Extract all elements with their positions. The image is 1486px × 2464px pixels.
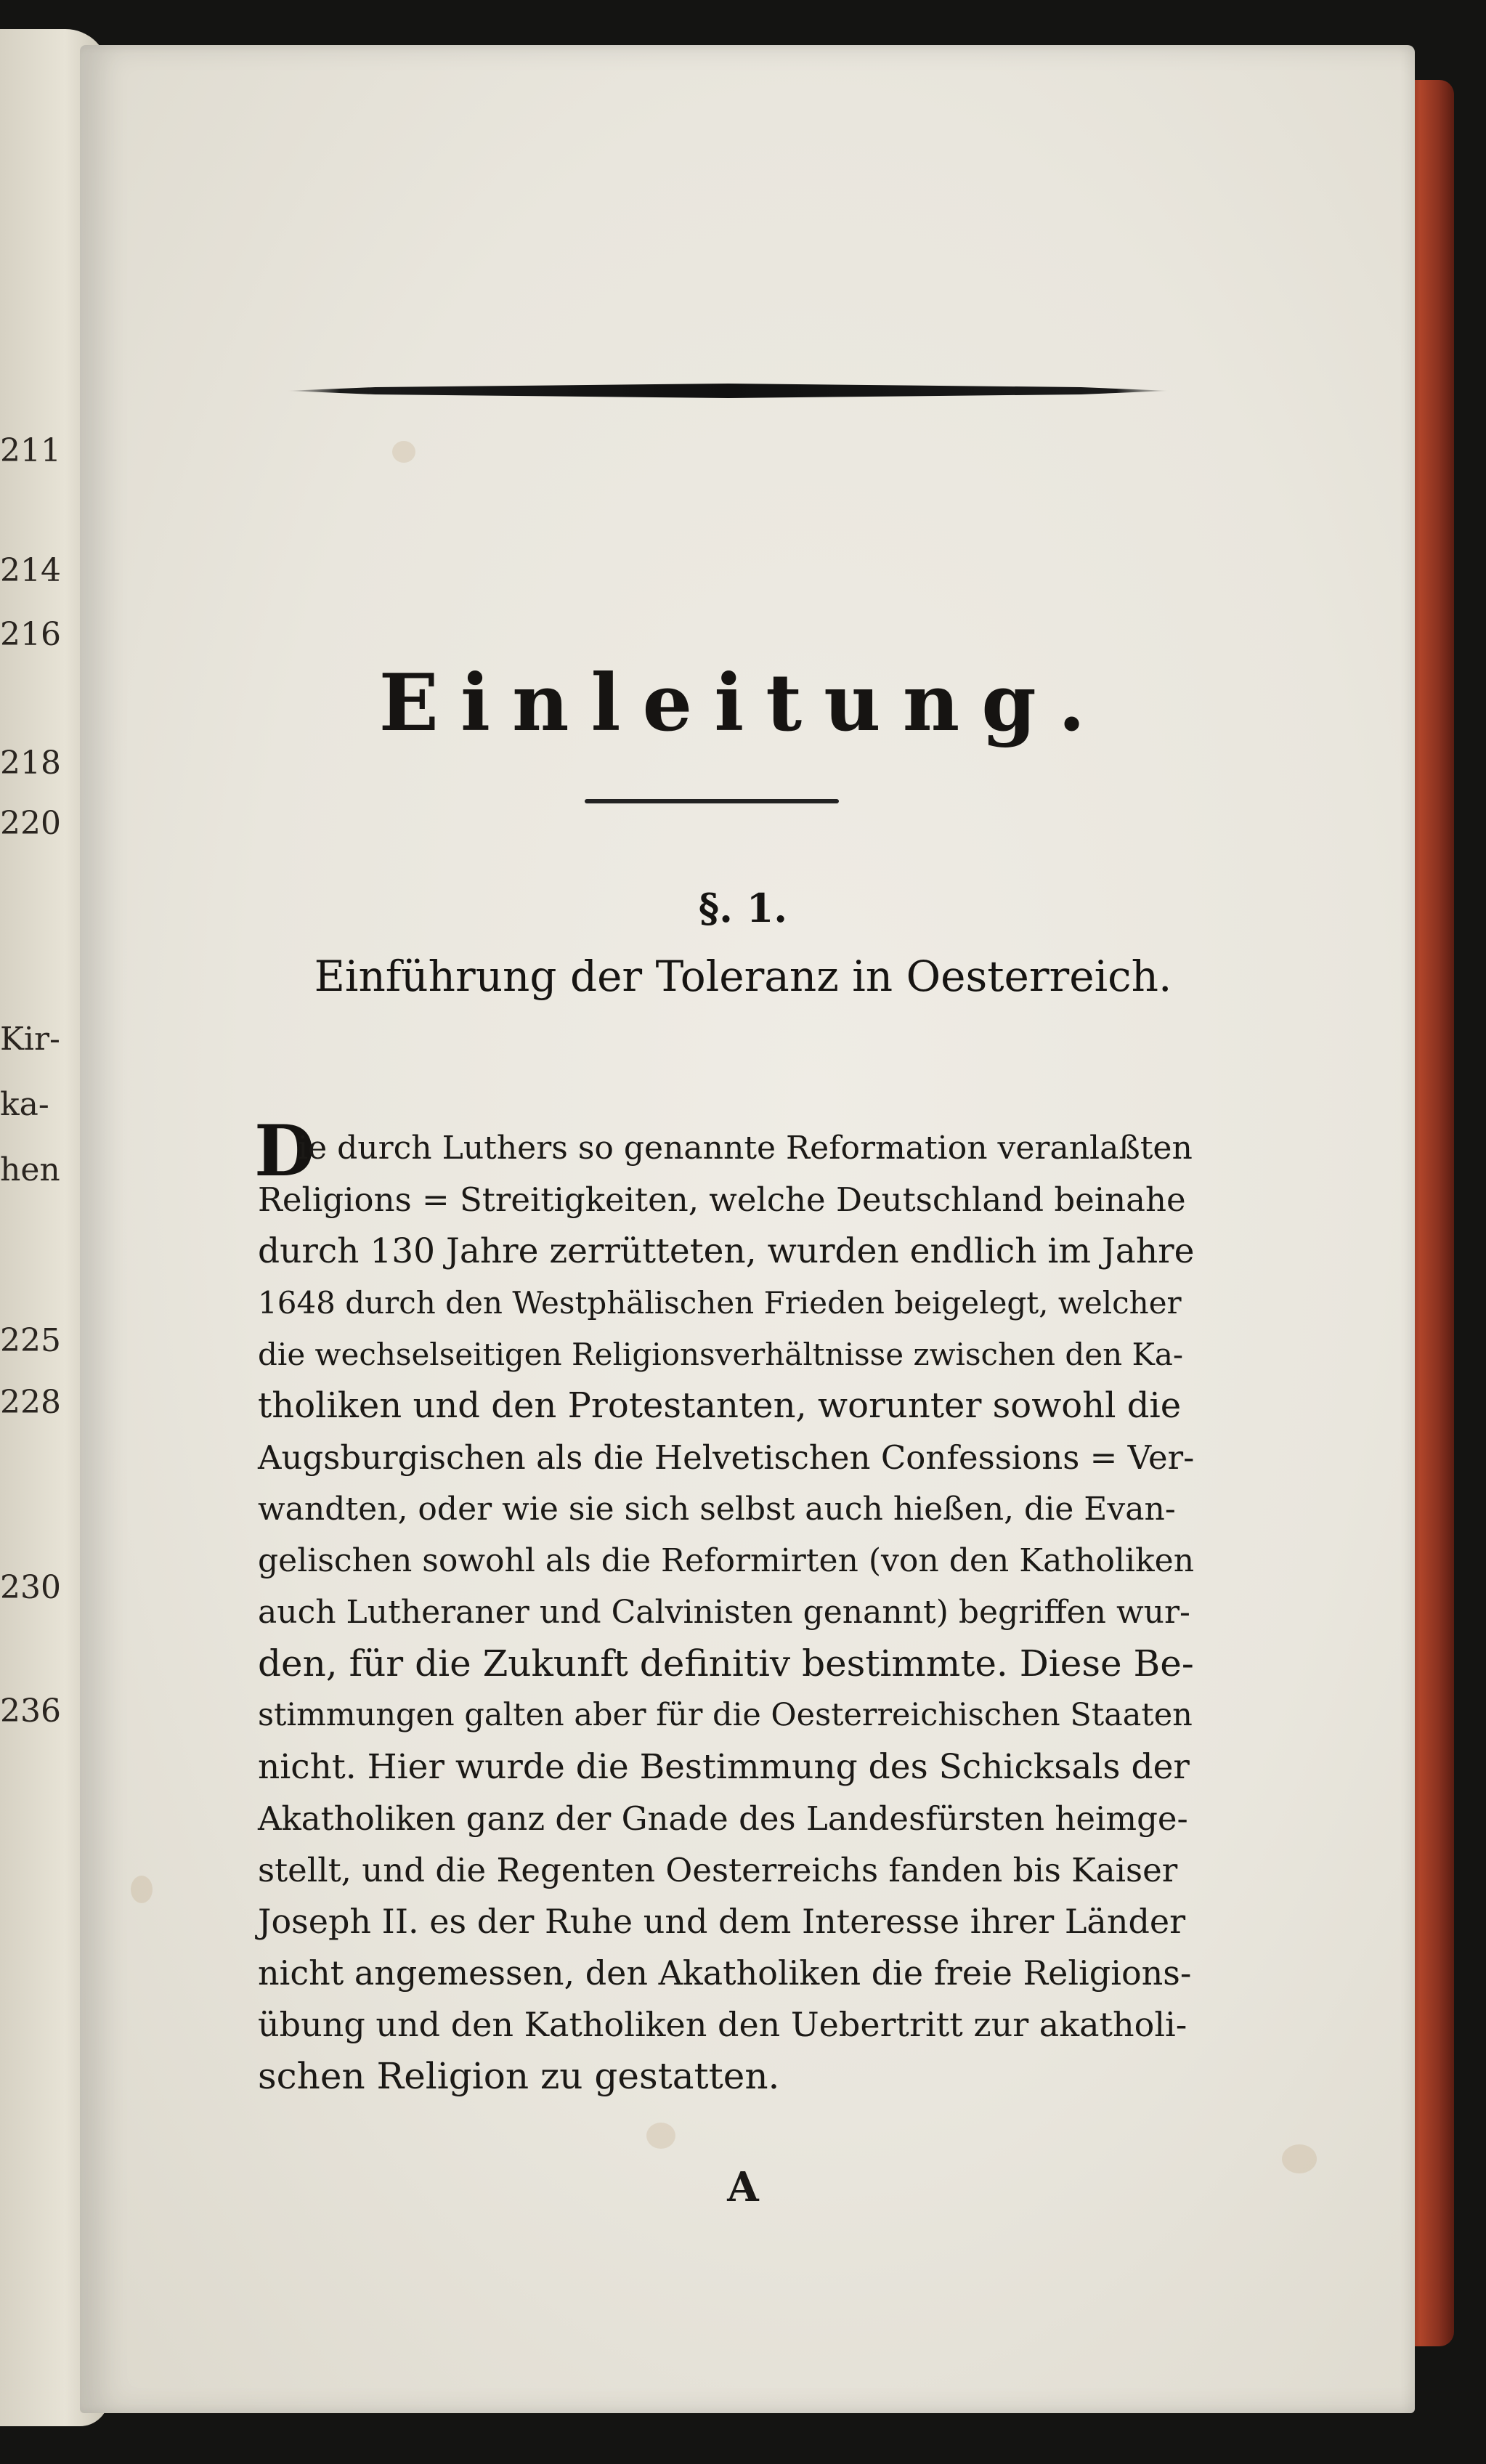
page-ref: 225	[0, 1322, 61, 1359]
page-ref: 211	[0, 432, 61, 469]
page-ref: 218	[0, 745, 61, 782]
drop-cap: D	[254, 1110, 315, 1192]
text-line: nicht. Hier wurde die Bestimmung des Schicksals der	[258, 1747, 1190, 1787]
heading-underline	[585, 799, 839, 803]
page-ref: 230	[0, 1569, 61, 1606]
page-ref: 220	[0, 805, 61, 842]
text-line: wandten, oder wie sie sich selbst auch hießen, die Evan-	[258, 1491, 1176, 1528]
text-line: gelischen sowohl als die Reformirten (von den Katholiken	[258, 1542, 1195, 1579]
text-fragment: ka-	[0, 1086, 49, 1123]
text-line: schen Religion zu gestatten.	[258, 2055, 780, 2097]
page-ref: 228	[0, 1384, 61, 1421]
text-line: nicht angemessen, den Akatholiken die freie Religions-	[258, 1953, 1192, 1993]
page-ref: 214	[0, 552, 61, 589]
text-fragment: hen	[0, 1151, 60, 1188]
text-line: auch Lutheraner und Calvinisten genannt) begriffen wur-	[258, 1594, 1190, 1631]
page-ref: 236	[0, 1693, 61, 1730]
text-line: stimmungen galten aber für die Oesterreichischen Staaten	[258, 1697, 1193, 1733]
text-line: stellt, und die Regenten Oesterreichs fanden bis Kaiser	[258, 1851, 1178, 1889]
text-line: den, für die Zukunft definitiv bestimmte. Diese Be-	[258, 1642, 1194, 1685]
signature-mark: A	[727, 2163, 759, 2211]
chapter-heading: Einleitung.	[378, 657, 1108, 749]
text-line: übung und den Katholiken den Uebertritt zur akatholi-	[258, 2005, 1187, 2044]
text-line: 1648 durch den Westphälischen Frieden beigelegt, welcher	[258, 1285, 1182, 1321]
text-line: Augsburgischen als die Helvetischen Confessions = Ver-	[258, 1438, 1195, 1477]
text-line: Religions = Streitigkeiten, welche Deutschland beinahe	[258, 1180, 1186, 1219]
section-number: §. 1.	[698, 885, 788, 931]
text-line: Joseph II. es der Ruhe und dem Interesse ihrer Länder	[258, 1902, 1186, 1941]
text-line: durch 130 Jahre zerrütteten, wurden endlich im Jahre	[258, 1231, 1195, 1271]
text-line: die wechselseitigen Religionsverhältnisse zwischen den Ka-	[258, 1337, 1184, 1372]
text-line: tholiken und den Protestanten, worunter sowohl die	[258, 1385, 1182, 1426]
text-fragment: Kir-	[0, 1021, 60, 1058]
text-line: ie durch Luthers so genannte Reformation veranlaßten	[298, 1130, 1193, 1167]
page-ref: 216	[0, 616, 61, 653]
body-paragraph	[258, 1122, 1195, 2102]
section-title: Einführung der Toleranz in Oesterreich.	[314, 952, 1172, 1001]
text-line: Akatholiken ganz der Gnade des Landesfürsten heimge-	[258, 1799, 1188, 1838]
